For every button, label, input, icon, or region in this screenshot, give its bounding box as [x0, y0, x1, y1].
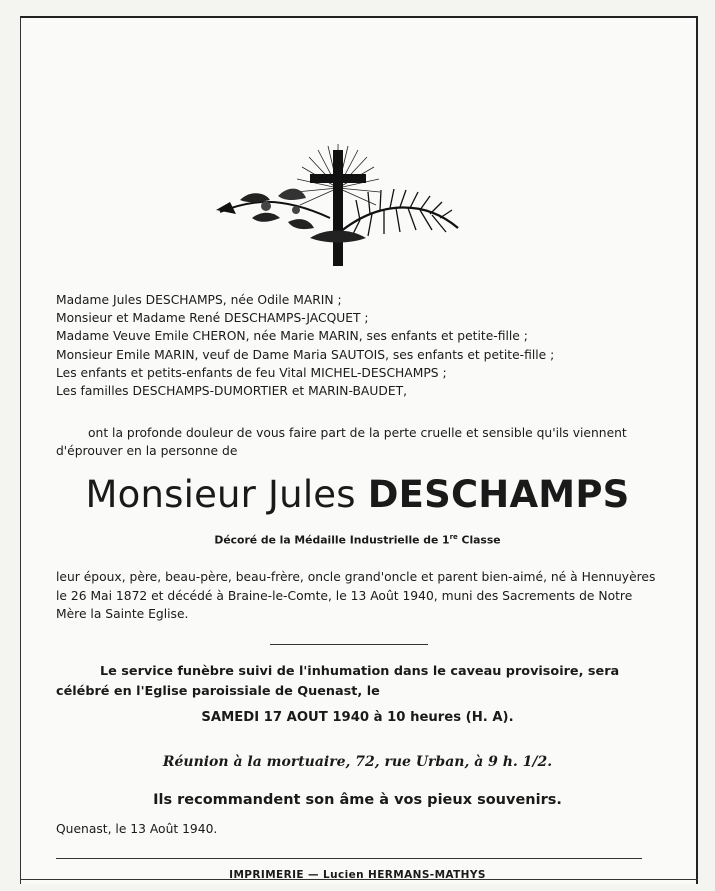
family-line: Madame Veuve Emile CHERON, née Marie MARIN, ses enfants et petite-fille ; — [56, 329, 528, 344]
bio-line: leur époux, père, beau-père, beau-frère, oncle grand'oncle et parent bien-aimé, né à Hennuyères — [56, 570, 656, 584]
cross-with-rays-and-palm-icon — [210, 140, 465, 280]
funeral-service — [56, 662, 676, 702]
service-date: SAMEDI 17 AOUT 1940 à 10 heures (H. A). — [201, 710, 514, 725]
family-line: Les enfants et petits-enfants de feu Vital MICHEL-DESCHAMPS ; — [56, 365, 447, 380]
announcement-line-1: ont la profonde douleur de vous faire part de la perte cruelle et sensible qu'ils viennent — [88, 426, 627, 440]
bio-line: Mère la Sainte Eglise. — [56, 607, 189, 621]
bereaved-families-list — [56, 291, 676, 400]
decoration-suffix: Classe — [457, 533, 501, 547]
meeting-place: Réunion à la mortuaire, 72, rue Urban, à 9 h. 1/2. — [162, 754, 553, 770]
family-line: Monsieur Emile MARIN, veuf de Dame Maria SAUTOIS, ses enfants et petite-fille ; — [56, 347, 555, 362]
service-line-1: Le service funèbre suivi de l'inhumation dans le caveau provisoire, sera — [100, 664, 620, 679]
service-line-2: célébré en l'Eglise paroissiale de Quenast, le — [56, 684, 380, 699]
footer-divider — [56, 858, 642, 859]
family-line: Madame Jules DESCHAMPS, née Odile MARIN ; — [56, 293, 342, 307]
decoration-text: Décoré de la Médaille Industrielle de 1 — [214, 533, 450, 547]
deceased-name — [0, 473, 715, 516]
decoration-ordinal: re — [449, 533, 458, 541]
place-and-date: Quenast, le 13 Août 1940. — [56, 822, 218, 836]
printer-credit: IMPRIMERIE — Lucien HERMANS-MATHYS — [229, 869, 486, 878]
family-line: Les familles DESCHAMPS-DUMORTIER et MARIN-BAUDET, — [56, 384, 408, 399]
bio-line: le 26 Mai 1872 et décédé à Braine-le-Comte, le 13 Août 1940, muni des Sacrements de Notre — [56, 588, 633, 603]
deceased-surname: DESCHAMPS — [367, 473, 630, 516]
page-bottom-border — [20, 879, 698, 880]
announcement — [56, 424, 676, 460]
announcement-line-2: d'éprouver en la personne de — [56, 444, 238, 458]
decoration-line — [0, 533, 715, 547]
section-divider — [270, 644, 428, 645]
deceased-title: Monsieur Jules — [85, 473, 356, 516]
recommendation: Ils recommandent son âme à vos pieux souvenirs. — [153, 792, 562, 808]
biography — [56, 568, 686, 624]
family-line: Monsieur et Madame René DESCHAMPS-JACQUET ; — [56, 311, 369, 326]
